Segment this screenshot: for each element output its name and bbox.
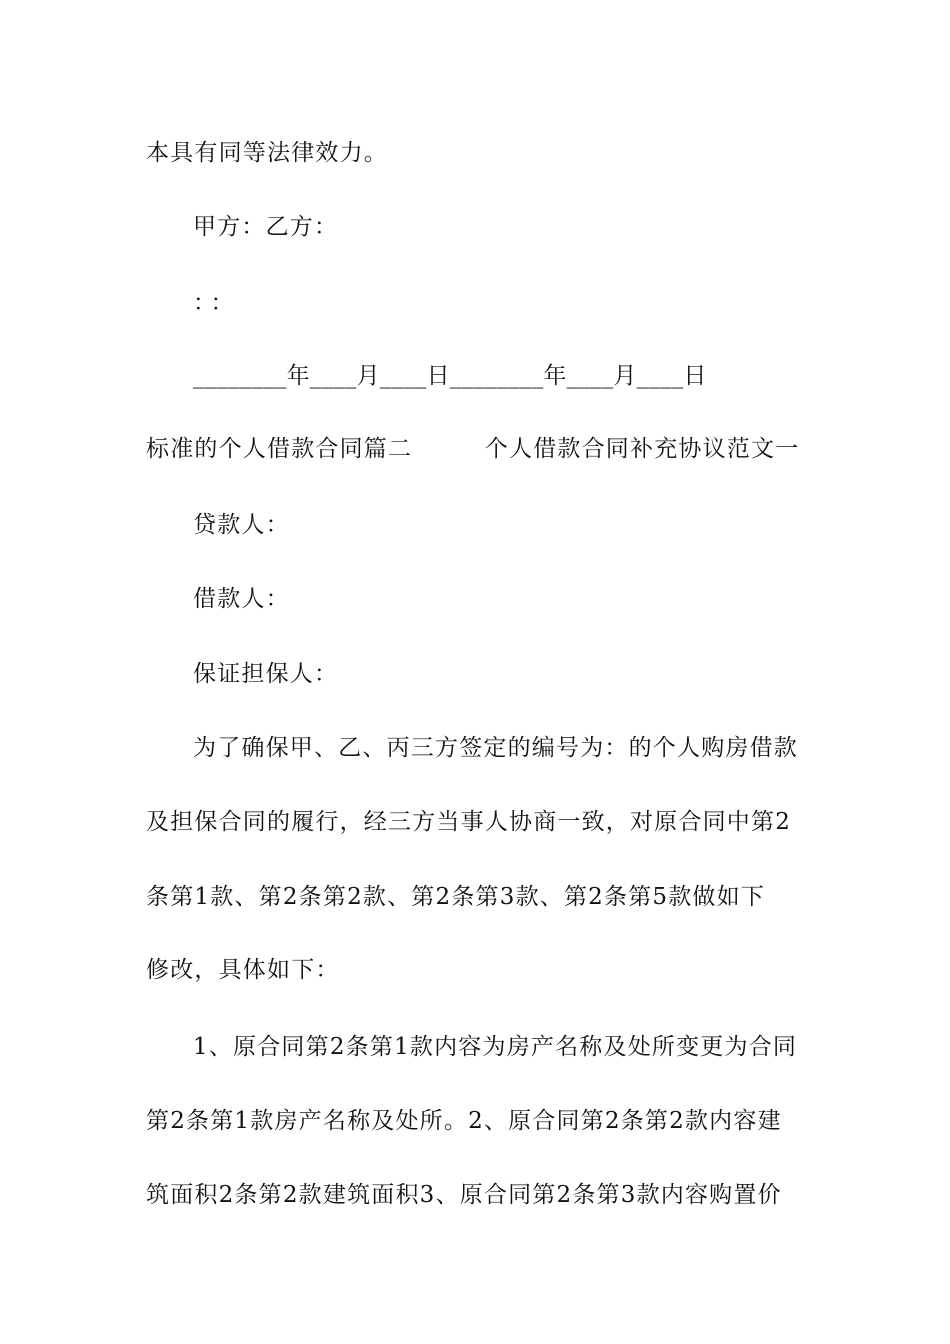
section-heading: 标准的个人借款合同篇二 个人借款合同补充协议范文一 xyxy=(146,436,800,462)
text-line-parties: 甲方：乙方： xyxy=(193,214,339,240)
text-line-continuation: 本具有同等法律效力。 xyxy=(146,140,388,166)
text-line-colons: ：： xyxy=(193,290,240,316)
paragraph-line: 及担保合同的履行，经三方当事人协商一致，对原合同中第2 xyxy=(146,809,792,835)
paragraph-line: 第2条第1款房产名称及处所。2、原合同第2条第2款内容建 xyxy=(146,1108,782,1134)
text-line-date-blanks: ________年____月____日________年____月____日 xyxy=(193,363,707,389)
text-line-guarantor: 保证担保人： xyxy=(193,661,339,687)
paragraph-line: 1、原合同第2条第1款内容为房产名称及处所变更为合同 xyxy=(193,1034,798,1060)
text-line-borrower: 借款人： xyxy=(193,586,290,612)
paragraph-line: 筑面积2条第2款建筑面积3、原合同第2条第3款内容购置价 xyxy=(146,1182,782,1208)
paragraph-line: 修改，具体如下： xyxy=(146,957,340,983)
paragraph-line: 条第1款、第2条第2款、第2条第3款、第2条第5款做如下 xyxy=(146,884,766,910)
paragraph-line: 为了确保甲、乙、丙三方签定的编号为：的个人购房借款 xyxy=(193,735,798,761)
text-line-lender: 贷款人： xyxy=(193,512,290,538)
